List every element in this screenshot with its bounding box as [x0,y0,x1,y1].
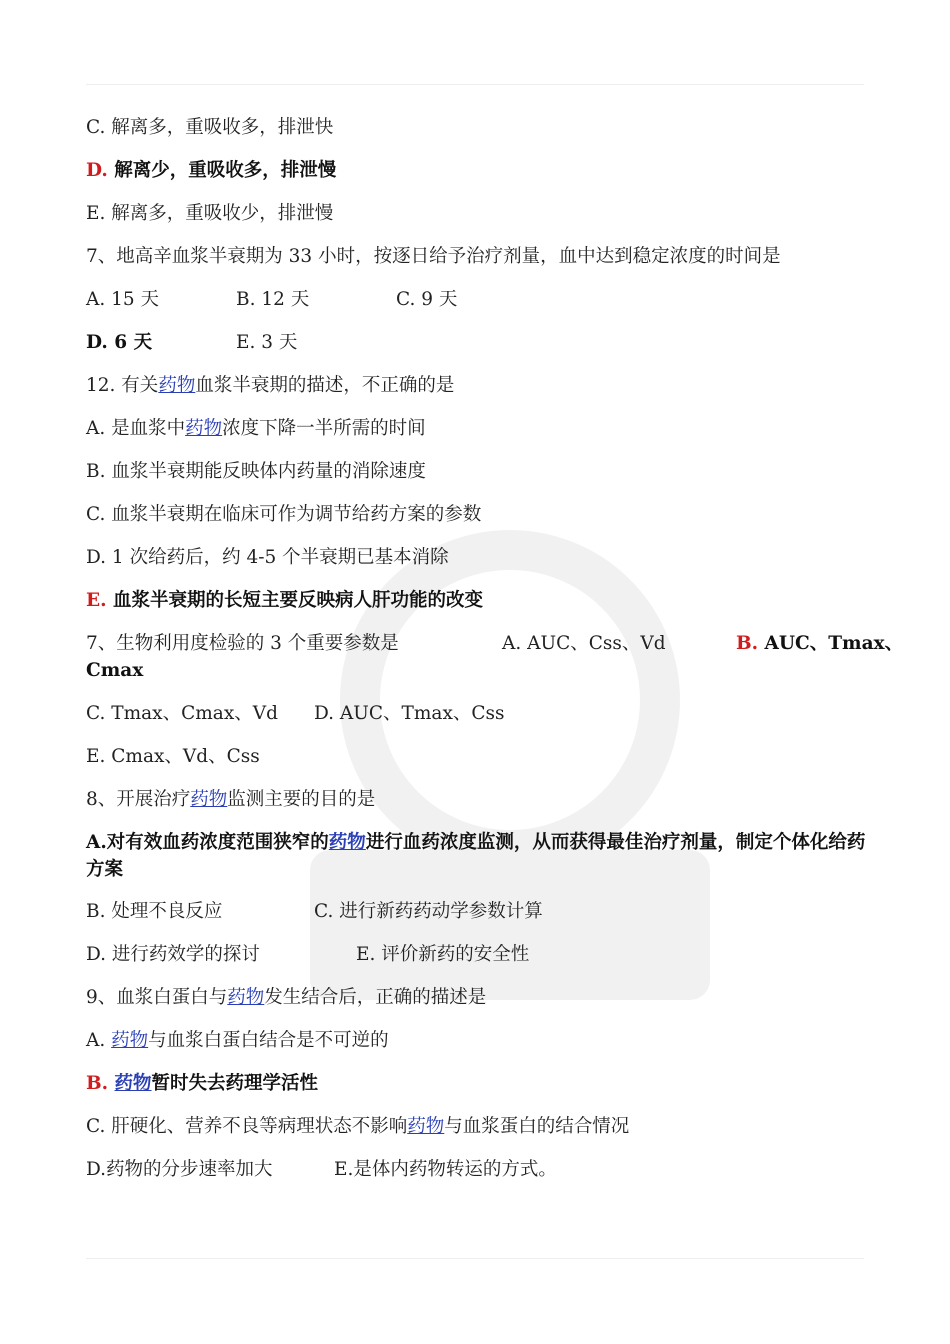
q12-stem: 12. 有关药物血浆半衰期的描述，不正确的是 [86,375,455,396]
answer-letter: B. [86,1073,109,1094]
q8-options-row3 [86,941,866,968]
drug-link[interactable]: 药物 [158,375,196,396]
q9-option-c: C. 肝硬化、营养不良等病理状态不影响药物与血浆蛋白的结合情况 [86,1116,630,1137]
q7b-option-a: A. AUC、Css、Vd [502,633,666,654]
q7b-options-row2 [86,700,866,727]
drug-link[interactable]: 药物 [185,418,223,439]
q8-option-e: E. 评价新药的安全性 [356,944,530,965]
q9-option-e: E.是体内药物转运的方式。 [334,1159,557,1180]
q7b-option-b-continuation: Cmax [86,660,144,681]
footer-rule [86,1258,864,1259]
q8-option-c: C. 进行新药药动学参数计算 [314,901,543,922]
q12-option-a: A. 是血浆中药物浓度下降一半所需的时间 [86,418,426,439]
q12-option-b: B. 血浆半衰期能反映体内药量的消除速度 [86,461,426,482]
answer-letter: D. [86,160,108,181]
q12-option-c: C. 血浆半衰期在临床可作为调节给药方案的参数 [86,504,482,525]
q9-option-a: A. 药物与血浆白蛋白结合是不可逆的 [86,1030,389,1051]
answer-letter: E. [86,590,107,611]
q6-option-e: E. 解离多，重吸收少，排泄慢 [86,203,334,224]
drug-link[interactable]: 药物 [114,1073,152,1094]
q7-option-b: B. 12 天 [236,289,310,310]
q7b-option-b-answer: B. AUC、Tmax、 [736,633,904,654]
q9-option-d: D.药物的分步速率加大 [86,1159,273,1180]
q7-digoxin-options-row1 [86,286,866,313]
q8-option-a-answer: A.对有效血药浓度范围狭窄的药物进行血药浓度监测，从而获得最佳治疗剂量，制定个体化给药方案 [86,832,866,880]
drug-link[interactable]: 药物 [227,987,265,1008]
q7-option-a: A. 15 天 [86,289,160,310]
q7-bioavailability-stem: 7、生物利用度检验的 3 个重要参数是 A. AUC、Css、Vd B. AUC、Tmax、 [86,630,866,657]
q9-options-row4 [86,1156,866,1183]
drug-link[interactable]: 药物 [407,1116,445,1137]
q8-options-row2 [86,898,866,925]
drug-link[interactable]: 药物 [328,832,366,853]
q7-option-c: C. 9 天 [396,289,458,310]
q12-option-d: D. 1 次给药后，约 4-5 个半衰期已基本消除 [86,547,449,568]
q7b-option-c: C. Tmax、Cmax、Vd [86,703,278,724]
drug-link[interactable]: 药物 [190,789,228,810]
q7-digoxin-stem: 7、地高辛血浆半衰期为 33 小时，按逐日给予治疗剂量，血中达到稳定浓度的时间是 [86,246,781,267]
q6-option-d-answer: D. 解离少，重吸收多，排泄慢 [86,160,337,181]
drug-link[interactable]: 药物 [111,1030,149,1051]
q7-digoxin-options-row2 [86,329,866,356]
q8-stem: 8、开展治疗药物监测主要的目的是 [86,789,376,810]
q7b-option-e: E. Cmax、Vd、Css [86,746,260,767]
q9-option-b-answer: B. 药物暂时失去药理学活性 [86,1073,319,1094]
q12-option-e-answer: E. 血浆半衰期的长短主要反映病人肝功能的改变 [86,590,483,611]
q9-stem: 9、血浆白蛋白与药物发生结合后，正确的描述是 [86,987,487,1008]
q8-option-d: D. 进行药效学的探讨 [86,944,260,965]
answer-letter: B. [736,633,759,654]
q7-option-d-answer: D. 6 天 [86,332,153,353]
q8-option-b: B. 处理不良反应 [86,901,223,922]
header-rule [86,84,864,85]
q7b-option-d: D. AUC、Tmax、Css [314,703,505,724]
q7-option-e: E. 3 天 [236,332,298,353]
q6-option-c: C. 解离多，重吸收多，排泄快 [86,117,334,138]
